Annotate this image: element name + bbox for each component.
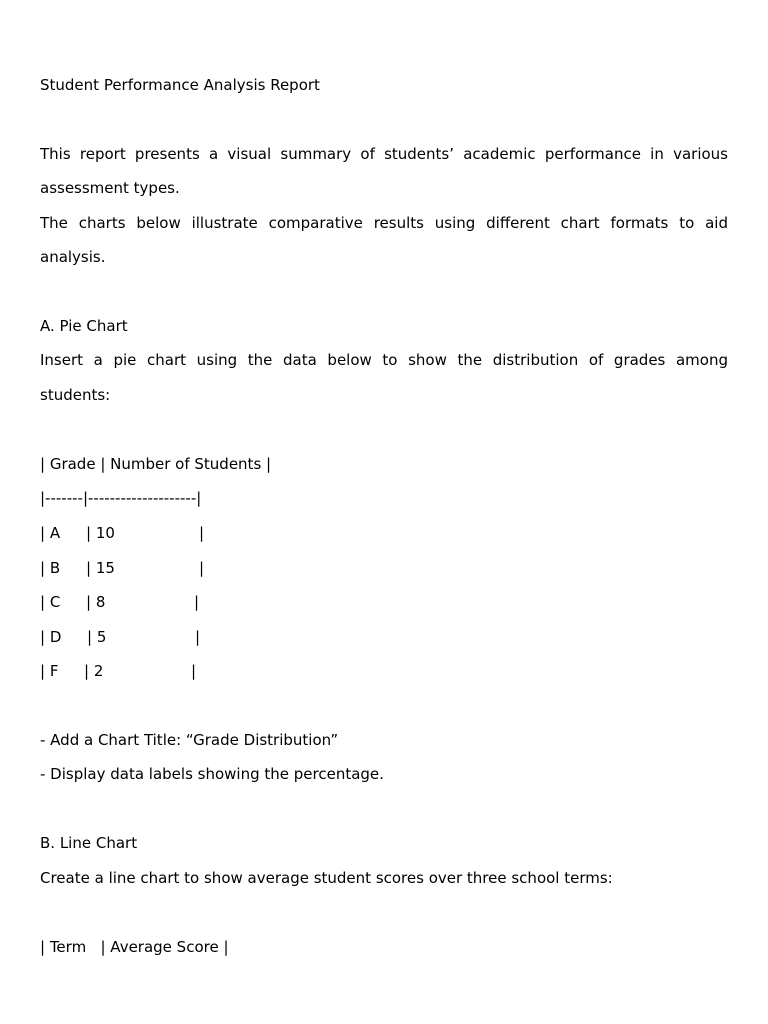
section-a-instruction-line-1: Insert a pie chart using the data below to show the distribution of grades among — [40, 351, 728, 369]
grade-table-row — [40, 558, 728, 578]
grade-table-separator: |-------|--------------------| — [40, 489, 202, 507]
row-end: | — [195, 628, 201, 646]
grade-table-row — [40, 627, 728, 647]
section-b-instruction: Create a line chart to show average student scores over three school terms: — [40, 869, 613, 887]
report-title: Student Performance Analysis Report — [40, 76, 320, 94]
grade-cell: | F — [40, 662, 59, 680]
grade-table-row — [40, 592, 728, 612]
grade-table-row — [40, 661, 728, 681]
grade-cell: | B — [40, 559, 61, 577]
intro-line-3: The charts below illustrate comparative results using different chart formats to aid — [40, 214, 728, 232]
count-cell: | 15 — [86, 559, 115, 577]
intro-line-2: assessment types. — [40, 179, 180, 197]
section-a-instruction-line-2: students: — [40, 386, 111, 404]
grade-cell: | D — [40, 628, 62, 646]
row-end: | — [199, 524, 205, 542]
row-end: | — [194, 593, 200, 611]
count-cell: | 2 — [84, 662, 104, 680]
grade-table-header: | Grade | Number of Students | — [40, 455, 272, 473]
count-cell: | 5 — [87, 628, 107, 646]
row-end: | — [199, 559, 205, 577]
section-a-heading: A. Pie Chart — [40, 317, 128, 335]
section-a-bullet-labels: - Display data labels showing the percentage. — [40, 765, 384, 783]
section-a-bullet-title: - Add a Chart Title: “Grade Distribution” — [40, 731, 339, 749]
row-end: | — [191, 662, 197, 680]
document-page — [40, 0, 728, 1024]
grade-cell: | A — [40, 524, 61, 542]
count-cell: | 8 — [86, 593, 106, 611]
section-b-heading: B. Line Chart — [40, 834, 138, 852]
intro-line-1: This report presents a visual summary of students’ academic performance in various — [40, 145, 728, 163]
grade-cell: | C — [40, 593, 61, 611]
intro-line-4: analysis. — [40, 248, 106, 266]
grade-table-row — [40, 523, 728, 543]
term-table-header: | Term | Average Score | — [40, 938, 229, 956]
count-cell: | 10 — [86, 524, 115, 542]
